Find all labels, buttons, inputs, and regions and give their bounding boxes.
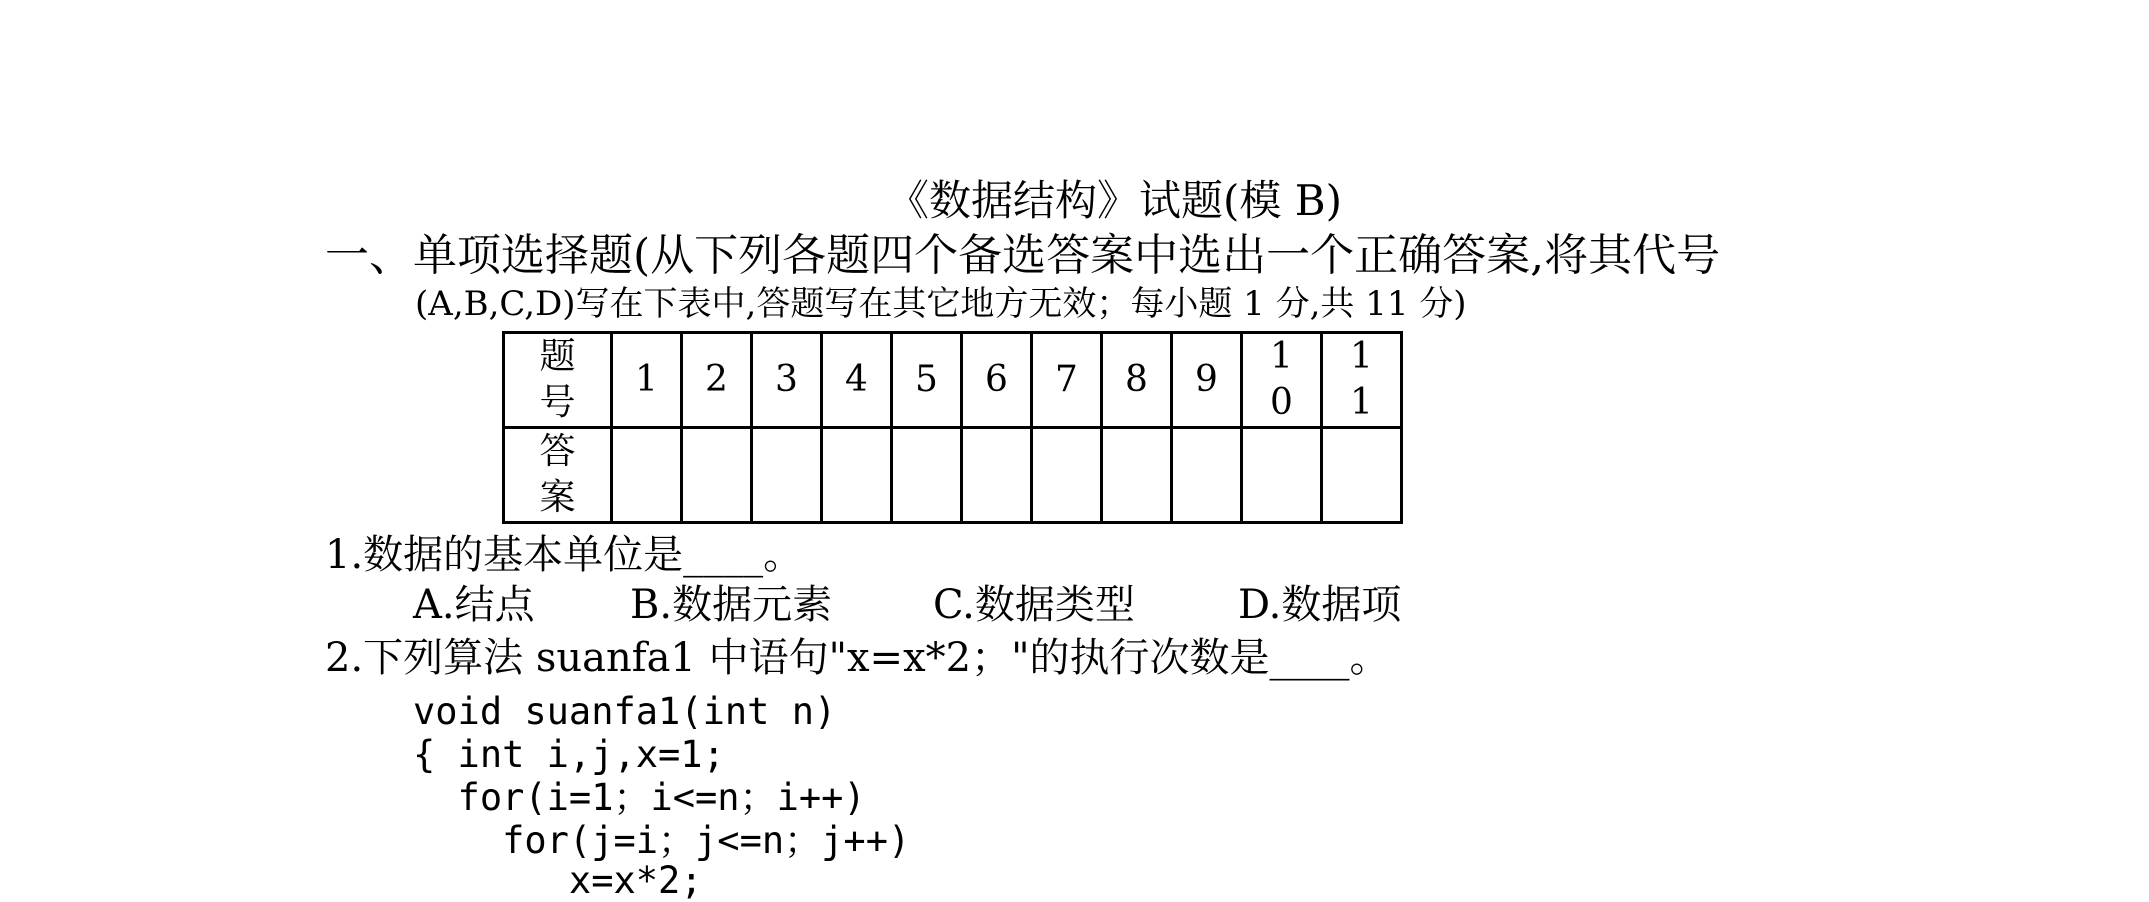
table-header-cell: 题 号 xyxy=(504,333,612,428)
question-number-cell: 1 0 xyxy=(1242,333,1322,428)
answer-table xyxy=(502,331,1403,524)
answer-cell[interactable] xyxy=(612,428,682,523)
question-number-cell: 8 xyxy=(1102,333,1172,428)
option-a: A.结点 xyxy=(413,582,535,628)
answer-cell[interactable] xyxy=(1322,428,1402,523)
question-number-cell: 1 1 xyxy=(1322,333,1402,428)
question-number-cell: 2 xyxy=(682,333,752,428)
answer-cell[interactable] xyxy=(822,428,892,523)
code-line: for(i=1；i<=n；i++) xyxy=(413,776,866,819)
document-title: 《数据结构》试题(模 B) xyxy=(887,176,1342,225)
table-row-numbers xyxy=(504,333,1402,428)
table-header-cell: 答 案 xyxy=(504,428,612,523)
answer-cell[interactable] xyxy=(962,428,1032,523)
answer-cell[interactable] xyxy=(1102,428,1172,523)
question-number-cell: 6 xyxy=(962,333,1032,428)
option-b: B.数据元素 xyxy=(630,582,833,628)
answer-cell[interactable] xyxy=(682,428,752,523)
question-1-text: 1.数据的基本单位是____。 xyxy=(325,532,804,578)
option-d: D.数据项 xyxy=(1238,582,1402,628)
question-number-cell: 1 xyxy=(612,333,682,428)
question-number-cell: 4 xyxy=(822,333,892,428)
question-2-text: 2.下列算法 suanfa1 中语句"x=x*2；"的执行次数是____。 xyxy=(325,635,1390,681)
answer-cell[interactable] xyxy=(892,428,962,523)
answer-cell[interactable] xyxy=(752,428,822,523)
answer-cell[interactable] xyxy=(1172,428,1242,523)
question-number-cell: 3 xyxy=(752,333,822,428)
answer-cell[interactable] xyxy=(1032,428,1102,523)
code-line: for(j=i；j<=n；j++) xyxy=(413,819,911,862)
question-number-cell: 5 xyxy=(892,333,962,428)
code-line: x=x*2; xyxy=(413,859,703,902)
question-number-cell: 9 xyxy=(1172,333,1242,428)
question-number-cell: 7 xyxy=(1032,333,1102,428)
answer-cell[interactable] xyxy=(1242,428,1322,523)
code-line: void suanfa1(int n) xyxy=(413,690,837,733)
table-row-answers xyxy=(504,428,1402,523)
code-line: { int i,j,x=1; xyxy=(413,733,725,776)
option-c: C.数据类型 xyxy=(933,582,1135,628)
section-instruction: (A,B,C,D)写在下表中,答题写在其它地方无效；每小题 1 分,共 11 分) xyxy=(415,284,1467,324)
section-heading: 一、单项选择题(从下列各题四个备选答案中选出一个正确答案,将其代号 xyxy=(325,230,1721,281)
